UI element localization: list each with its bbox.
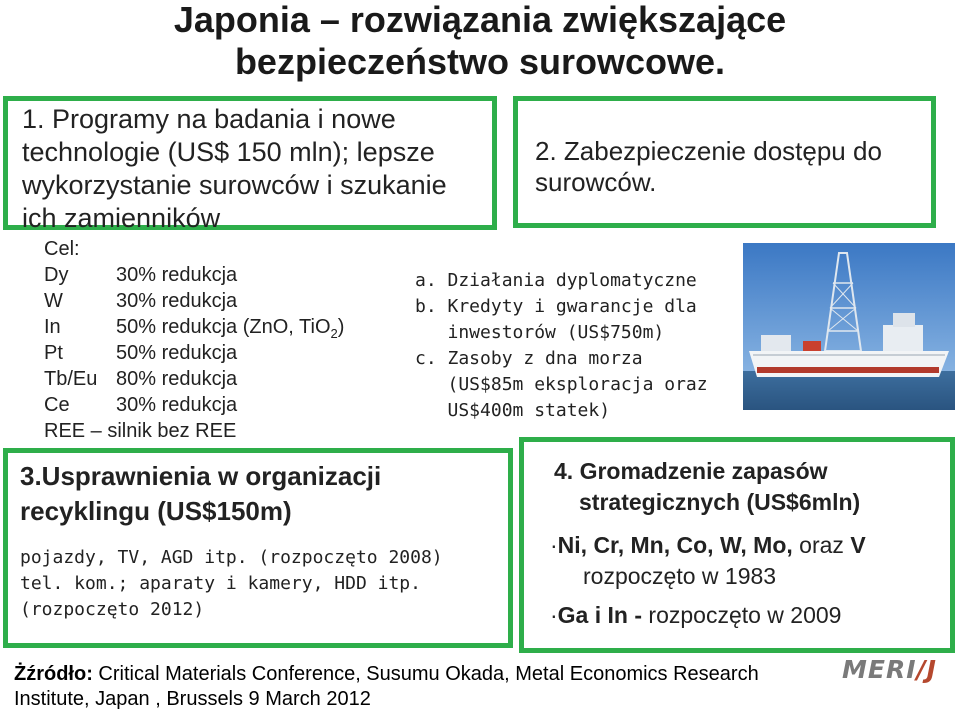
section-3-heading xyxy=(20,459,381,529)
section-2-line: surowców. xyxy=(535,167,657,197)
source-label: Żźródło: xyxy=(14,663,93,685)
section-1-line: ich zamienników xyxy=(22,203,221,233)
goal-value: 80% redukcja xyxy=(116,368,238,390)
goals-heading: Cel: xyxy=(44,238,80,260)
section-2-list-item: inwestorów (US$750m) xyxy=(415,322,665,343)
goal-row xyxy=(44,262,464,288)
section-4-item-2-bold: Ga i In - xyxy=(557,602,643,628)
source-note xyxy=(14,662,759,712)
slide-title-line-2: bezpieczeństwo surowcowe. xyxy=(234,41,726,82)
source-line-2: Institute, Japan , Brussels 9 March 2012 xyxy=(14,688,371,710)
section-1-box xyxy=(3,96,497,233)
goal-row xyxy=(44,288,464,314)
section-4-heading-line: 4. Gromadzenie zapasów xyxy=(554,458,828,484)
section-4-heading-line: strategicznych (US$6mln) xyxy=(579,489,861,515)
section-4-item-1-bold-2: V xyxy=(850,532,866,558)
goal-row xyxy=(44,340,464,366)
section-3-heading-line: recyklingu (US$150m) xyxy=(20,496,292,526)
bullet-icon: · xyxy=(550,532,558,558)
source-text: Critical Materials Conference, Susumu Okada, Metal Economics Research xyxy=(92,663,759,685)
goal-element: Ce xyxy=(44,394,70,416)
logo-text-b: /J xyxy=(916,655,937,684)
goal-element: W xyxy=(44,290,63,312)
goal-value-text: 50% redukcja (ZnO, TiO xyxy=(116,316,331,338)
goal-value: 50% redukcja xyxy=(116,342,238,364)
section-2-list-item: a. Działania dyplomatyczne xyxy=(415,270,697,291)
source-line-1 xyxy=(14,662,759,687)
goal-last: REE – silnik bez REE xyxy=(44,420,237,442)
section-4-heading xyxy=(554,456,860,518)
logo-text-a: MERI xyxy=(842,655,917,684)
goal-value: 30% redukcja xyxy=(116,394,238,416)
section-1-line: wykorzystanie surowców i szukanie xyxy=(22,170,447,200)
goal-element: In xyxy=(44,316,61,338)
section-3-heading-line: 3.Usprawnienia w organizacji xyxy=(20,461,382,491)
section-2-line: 2. Zabezpieczenie dostępu do xyxy=(535,136,882,166)
section-2-list-item: c. Zasoby z dna morza xyxy=(415,348,643,369)
section-4-item-1-rest: oraz xyxy=(792,532,851,558)
section-4-item-2 xyxy=(550,600,866,631)
goal-element: Pt xyxy=(44,342,63,364)
goal-row xyxy=(44,366,464,392)
meri-j-logo xyxy=(842,655,937,684)
section-1-line: 1. Programy na badania i nowe xyxy=(22,104,396,134)
section-2-list xyxy=(415,268,708,424)
section-4-item-2-rest: rozpoczęto w 2009 xyxy=(642,602,842,628)
section-4-item-1 xyxy=(550,530,866,561)
section-3-box xyxy=(3,448,513,648)
section-4-item-1-bold: Ni, Cr, Mn, Co, W, Mo, xyxy=(557,532,793,558)
goal-element: Tb/Eu xyxy=(44,368,98,390)
section-3-line: tel. kom.; aparaty i kamery, HDD itp. xyxy=(20,573,421,594)
bullet-icon: · xyxy=(550,602,558,628)
slide-title-line-1: Japonia – rozwiązania zwiększające xyxy=(173,0,787,40)
section-4-list xyxy=(550,530,866,631)
goals-list xyxy=(44,236,464,444)
section-1-text xyxy=(22,103,447,235)
goal-element: Dy xyxy=(44,264,69,286)
section-2-box xyxy=(513,96,936,228)
section-1-line: technologie (US$ 150 mln); lepsze xyxy=(22,137,435,167)
section-3-line: (rozpoczęto 2012) xyxy=(20,599,205,620)
goal-value: 30% redukcja xyxy=(116,264,238,286)
goal-value-subscript: 2 xyxy=(330,326,338,341)
section-2-list-item: (US$85m eksploracja oraz xyxy=(415,374,708,395)
goal-value: 30% redukcja xyxy=(116,290,238,312)
section-3-line: pojazdy, TV, AGD itp. (rozpoczęto 2008) xyxy=(20,547,443,568)
drillship-icon xyxy=(743,243,955,410)
section-3-list xyxy=(20,545,443,623)
section-2-list-item: b. Kredyty i gwarancje dla xyxy=(415,296,697,317)
section-2-list-item: US$400m statek) xyxy=(415,400,611,421)
section-4-box xyxy=(519,437,955,653)
section-2-text xyxy=(535,136,882,198)
goal-row xyxy=(44,392,464,418)
section-4-item-1-line-2: rozpoczęto w 1983 xyxy=(583,563,777,589)
drillship-photo xyxy=(743,243,955,410)
goal-value-close: ) xyxy=(337,316,345,338)
goal-row xyxy=(44,314,464,340)
